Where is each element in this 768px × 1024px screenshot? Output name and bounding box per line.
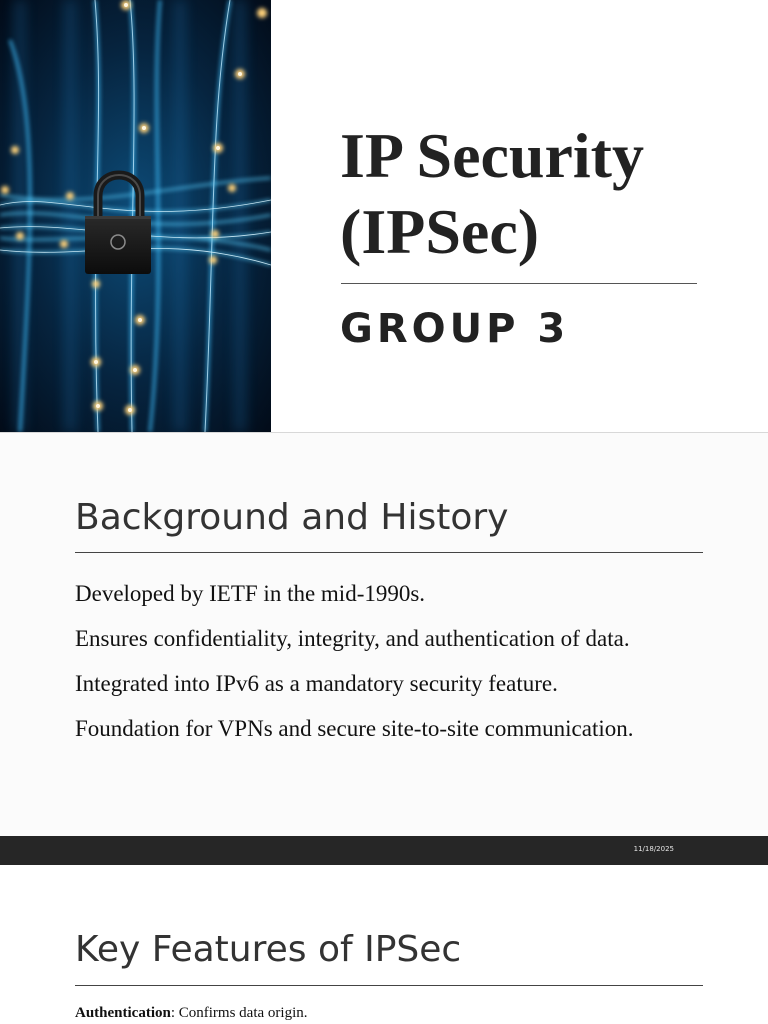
feature-description: : Confirms data origin. xyxy=(170,1005,308,1021)
background-history-slide xyxy=(0,433,768,836)
padlock-icon xyxy=(85,175,151,274)
footer-date: 11/18/2025 xyxy=(633,845,674,853)
padlock-illustration xyxy=(0,0,271,432)
title-divider xyxy=(75,985,703,986)
title-divider xyxy=(341,283,697,284)
bullet-item: Foundation for VPNs and secure site-to-site communication. xyxy=(75,716,634,741)
slide-title: Key Features of IPSec xyxy=(75,929,462,970)
title-divider xyxy=(75,552,703,553)
padlock-fiber-optic-image xyxy=(0,0,271,432)
feature-item xyxy=(75,1005,308,1022)
title-slide xyxy=(0,0,768,432)
key-features-slide xyxy=(0,865,768,1024)
bullet-item: Developed by IETF in the mid-1990s. xyxy=(75,581,426,606)
bullet-list xyxy=(75,571,634,751)
bullet-item: Ensures confidentiality, integrity, and authentication of data. xyxy=(75,626,630,651)
slide-footer xyxy=(0,836,768,865)
presentation-subtitle: GROUP 3 xyxy=(340,306,570,352)
bullet-item: Integrated into IPv6 as a mandatory security feature. xyxy=(75,671,558,696)
presentation-title: IP Security (IPSec) xyxy=(340,120,644,267)
feature-term: Authentication xyxy=(75,1005,171,1021)
slide-title: Background and History xyxy=(75,497,509,538)
